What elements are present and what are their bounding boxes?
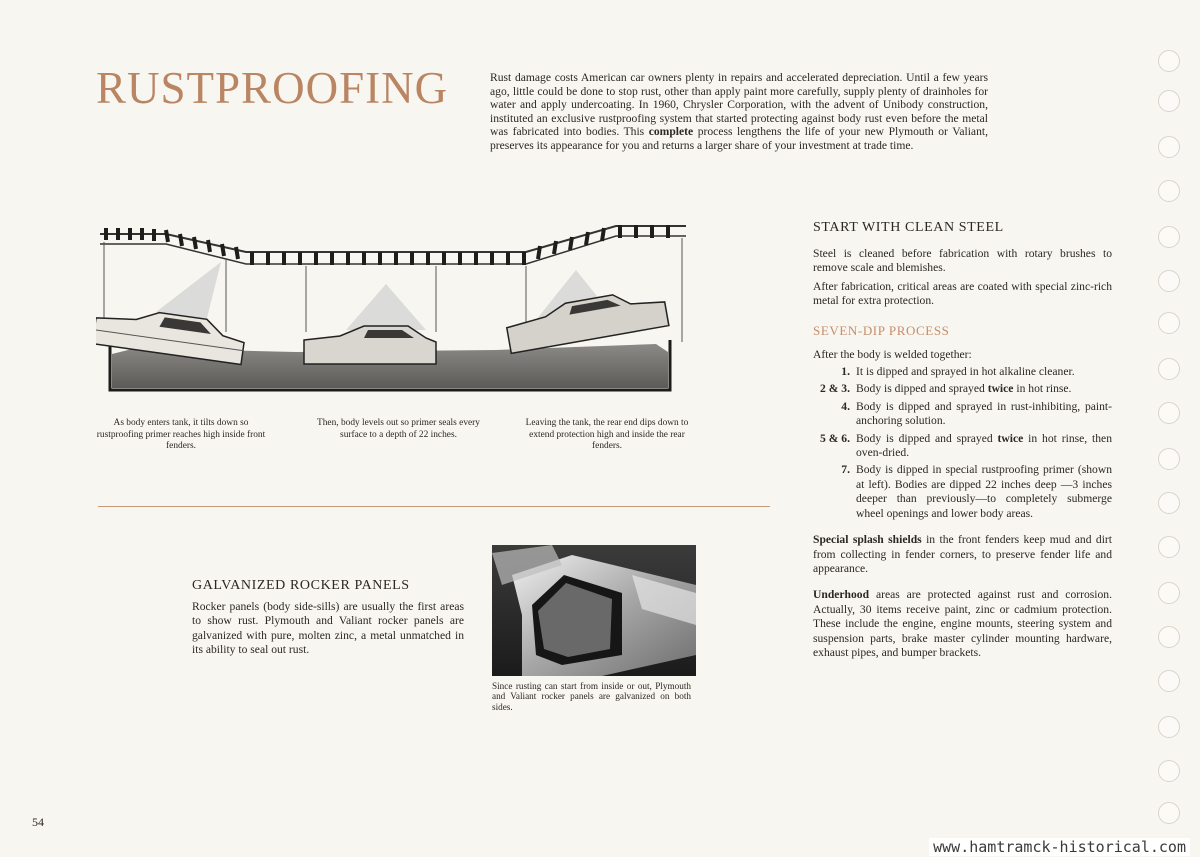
splash-shields-paragraph: Special splash shields in the front fenders keep mud and dirt from collecting in fender corners, to preserve fender life and appearance. [813, 533, 1112, 575]
car-body-level [304, 326, 436, 364]
binder-holes [1156, 40, 1184, 830]
caption-leaving: Leaving the tank, the rear end dips down to extend protection high and inside the rear fenders. [525, 418, 689, 452]
binder-hole-icon [1158, 180, 1180, 202]
binder-hole-icon [1158, 670, 1180, 692]
conveyor-rail-top [100, 226, 686, 252]
dip-step [813, 382, 1112, 396]
dip-step-number: 4. [841, 399, 850, 413]
rocker-panel-illustration [492, 545, 696, 676]
page-title: RUSTPROOFING [96, 63, 449, 113]
intro-paragraph [490, 71, 988, 153]
dip-step-text: It is dipped and sprayed in hot alkaline cleaner. [856, 365, 1075, 379]
dip-step-text: Body is dipped and sprayed twice in hot rinse. [856, 382, 1072, 396]
intro-bold: complete [648, 125, 694, 139]
dip-step-text: Body is dipped in special rustproofing primer (shown at left). Bodies are dipped 22 inches deep —3 inches deeper than previously—to completely submerge wheel openings and lower body areas. [856, 463, 1112, 520]
binder-hole-icon [1158, 358, 1180, 380]
seven-dip-heading: SEVEN-DIP PROCESS [813, 322, 950, 338]
binder-hole-icon [1158, 402, 1180, 424]
rocker-paragraph: Rocker panels (body side-sills) are usually the first areas to show rust. Plymouth and Valiant rocker panels are galvanized with pure, molten zinc, a metal unmatched in its ability to seal out rust. [192, 600, 464, 657]
binder-hole-icon [1158, 226, 1180, 248]
clean-steel-heading: START WITH CLEAN STEEL [813, 220, 1004, 235]
watermark: www.hamtramck-historical.com [929, 838, 1190, 856]
binder-hole-icon [1158, 536, 1180, 558]
intro-text-2: process lengthens the life of your new Plymouth or Valiant, preserves its appearance for you and returns a larger share of your investment at trade time. [490, 125, 988, 152]
clean-steel-p2: After fabrication, critical areas are coated with special zinc-rich metal for extra protection. [813, 279, 1112, 308]
dip-tank-illustration [96, 212, 690, 398]
dip-step-number: 1. [841, 365, 850, 379]
seven-dip-lead: After the body is welded together: [813, 347, 972, 361]
page-number: 54 [32, 815, 44, 829]
rocker-heading: GALVANIZED ROCKER PANELS [192, 578, 410, 593]
binder-hole-icon [1158, 50, 1180, 72]
binder-hole-icon [1158, 492, 1180, 514]
dip-step [813, 463, 1112, 521]
dip-step-text: Body is dipped and sprayed in rust-inhibiting, paint-anchoring solution. [856, 399, 1112, 428]
caption-level: Then, body levels out so primer seals every surface to a depth of 22 inches. [317, 418, 480, 440]
section-divider [98, 506, 770, 507]
dip-step [813, 365, 1112, 379]
dip-step-text: Body is dipped and sprayed twice in hot rinse, then oven-dried. [856, 431, 1112, 460]
dip-step-number: 7. [841, 463, 850, 477]
binder-hole-icon [1158, 90, 1180, 112]
right-column [813, 220, 1112, 660]
binder-hole-icon [1158, 716, 1180, 738]
binder-hole-icon [1158, 312, 1180, 334]
dip-step [813, 432, 1112, 461]
conveyor-rail-bottom [100, 236, 686, 264]
binder-hole-icon [1158, 760, 1180, 782]
conveyor-slats [106, 225, 668, 265]
clean-steel-p1: Steel is cleaned before fabrication with rotary brushes to remove scale and blemishes. [813, 247, 1112, 275]
binder-hole-icon [1158, 626, 1180, 648]
intro-text-1: Rust damage costs American car owners plenty in repairs and accelerated depreciation. Until a few years ago, little could be done to stop rust, other than apply paint more carefully, supply plenty of drainholes for water and apply undercoating. In 1960, Chrysler Corporation, with the advent of Unibody construction, instituted an exclusive rustproofing system that started protecting against body rust even before the metal was fabricated into bodies. This [490, 71, 988, 139]
binder-hole-icon [1158, 582, 1180, 604]
caption-entering: As body enters tank, it tilts down so rustproofing primer reaches high inside front fenders. [96, 418, 266, 452]
binder-hole-icon [1158, 136, 1180, 158]
dip-step-number: 5 & 6. [820, 431, 850, 445]
binder-hole-icon [1158, 270, 1180, 292]
dip-step-number: 2 & 3. [820, 382, 850, 396]
underhood-paragraph: Underhood areas are protected against rust and corrosion. Actually, 30 items receive paint, zinc or cadmium protection. These include the engine, engine mounts, steering system and suspension parts, brake master cylinder mounting hardware, exhaust pipes, and bumper brackets. [813, 588, 1112, 659]
rocker-caption: Since rusting can start from inside or out, Plymouth and Valiant rocker panels are galvanized on both sides. [492, 681, 691, 712]
binder-hole-icon [1158, 448, 1180, 470]
binder-hole-icon [1158, 802, 1180, 824]
dip-step [813, 400, 1112, 429]
